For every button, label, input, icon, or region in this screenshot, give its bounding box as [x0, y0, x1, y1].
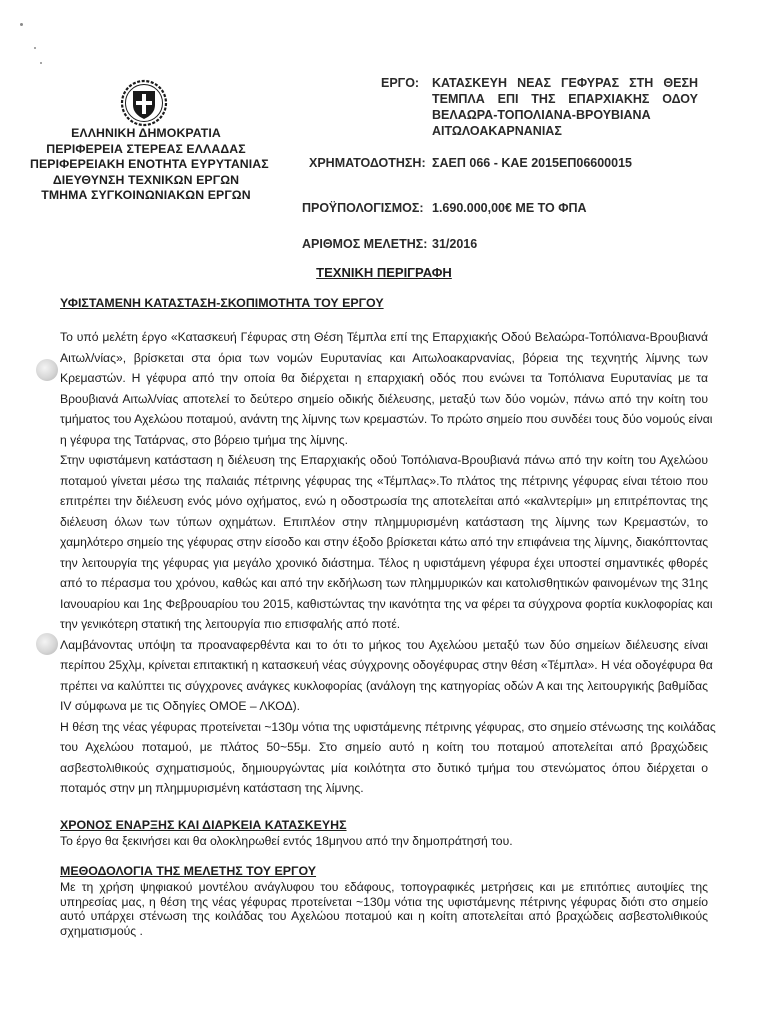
body-text-line: Το υπό μελέτη έργο «Κατασκευή Γέφυρας στη Θέση Τέμπλα επί της Επαρχιακής Οδού Βελαώρα-Τοπόλιανα-Βρουβιανά — [60, 330, 708, 344]
study-number-label: ΑΡΙΘΜΟΣ ΜΕΛΕΤΗΣ: — [302, 237, 428, 251]
body-text-line: πρέπει να καλύπτει τις σύγχρονες ανάγκες κυκλοφορίας (ανάλογη της κατηγορίας οδών Α και της λειτουργικής βαθμίδας — [60, 678, 708, 693]
body-text-line: IV σύμφωνα με τις Οδηγίες ΟΜΟΕ – ΛΚΟΔ). — [60, 699, 301, 713]
body-text-line: Αιτωλ/νίας», βρίσκεται στα όρια των νομών Ευρυτανίας και Αιτωλοακαρνανίας, βόρεια της τεχνητής λίμνης των — [60, 350, 708, 365]
body-text-line: την γενικότερη στατική της λειτουργία πιο επισφαλής από ποτέ. — [60, 617, 401, 631]
body-text-line: υπηρεσίας μας, η θέση της νέας γέφυρας προτείνεται ~130μ νότια της υφιστάμενης πέτρινης γέφυρας διότι στο σημείο — [60, 894, 708, 909]
body-text-line: Το έργο θα ξεκινήσει και θα ολοκληρωθεί εντός 18μηνου από την δημοπράτησή του. — [60, 834, 513, 848]
body-text-line: τμήματος του Αχελώου ποταμού, ανάντη της λίμνης των κρεμαστών. Το πρώτο σημείο που συνδέει τους δύο νομούς είναι — [60, 412, 713, 426]
section-body — [60, 834, 708, 849]
body-text-line: ποταμού γίνεται μέσω της παλαιάς πέτρινης γέφυρας της «Τέμπλας».Το πλάτος της πέτρινης γέφυρας είναι τέτοιο που — [60, 473, 708, 488]
project-name-line: ΤΕΜΠΛΑ ΕΠΙ ΤΗΣ ΕΠΑΡΧΙΑΚΗΣ ΟΔΟΥ — [432, 92, 698, 106]
body-text-line: επιτρέπει την διέλευση ενός μόνο οχήματος, ενώ η οδοστρωσία της αποτελείται από «καλντερίμι» μη επιτρέποντας της — [60, 494, 708, 508]
body-text-line: Με τη χρήση ψηφιακού μοντέλου ανάγλυφου του εδάφους, τοπογραφικές μετρήσεις και με επιτόπιες αυτοψίες της — [60, 880, 708, 894]
authority-line: ΠΕΡΙΦΕΡΕΙΑΚΗ ΕΝΟΤΗΤΑ ΕΥΡΥΤΑΝΙΑΣ — [30, 157, 269, 172]
body-text-line: αυτό υπάρχει στένωση της κοιλάδας του Αχελώου ποταμού και η κοίτη αποτελείται από βραχώδεις ασβεστολιθικούς — [60, 909, 708, 923]
project-label: ΕΡΓΟ: — [381, 76, 420, 90]
punch-hole-top — [36, 359, 58, 381]
section-heading: ΜΕΘΟΔΟΛΟΓΙΑ ΤΗΣ ΜΕΛΕΤΗΣ ΤΟΥ ΕΡΓΟΥ — [60, 864, 317, 878]
scan-speck — [34, 47, 36, 49]
scan-speck — [20, 23, 23, 26]
body-text-line: Κρεμαστών. Η γέφυρα από την οποία θα διέρχεται η επαρχιακή οδός που ενώνει τα Τοπόλιανα Ευρυτανίας με τα — [60, 371, 708, 385]
body-text-line: ποταμός στην μη πλημμυρισμένη κατάσταση της λίμνης. — [60, 781, 364, 795]
issuing-authority — [30, 126, 269, 204]
section-body — [60, 880, 708, 938]
body-text-line: σχηματισμούς . — [60, 923, 143, 938]
body-text-line: η γέφυρα της Τατάρνας, στο βόρειο τμήμα της λίμνης. — [60, 432, 349, 447]
authority-line: ΤΜΗΜΑ ΣΥΓΚΟΙΝΩΝΙΑΚΩΝ ΕΡΓΩΝ — [41, 188, 251, 203]
body-text-line: Η θέση της νέας γέφυρας προτείνεται ~130μ νότια της υφιστάμενης πέτρινης γέφυρας, στο σημείο στένωσης της κοιλάδας — [60, 719, 716, 734]
project-name-line: ΑΙΤΩΛΟΑΚΑΡΝΑΝΙΑΣ — [432, 124, 562, 138]
scan-speck — [40, 62, 42, 64]
funding-value: ΣΑΕΠ 066 - ΚΑΕ 2015ΕΠ06600015 — [432, 156, 632, 170]
body-text-line: Ιανουαρίου και 1ης Φεβρουαρίου του 2015, καθιστώντας την ικανότητα της να φέρει τα σύγχρονα φορτία κυκλοφορίας και — [60, 596, 713, 611]
project-name-line: ΚΑΤΑΣΚΕΥΗ ΝΕΑΣ ΓΕΦΥΡΑΣ ΣΤΗ ΘΕΣΗ — [432, 76, 698, 90]
project-name-line: ΒΕΛΑΩΡΑ-ΤΟΠΟΛΙΑΝΑ-ΒΡΟΥΒΙΑΝΑ — [432, 108, 651, 122]
body-text-line: διέλευση όλων των τύπων οχημάτων. Επιπλέον στην πλημμυρισμένη κατάσταση της λίμνης των Κρεμαστών, το — [60, 514, 708, 529]
body-text-line: από το πέρασμα του χρόνου, καθώς και από την εκδήλωση των πλημμυρικών και κατολισθητικών φαινομένων της 31ης — [60, 576, 708, 590]
funding-label: ΧΡΗΜΑΤΟΔΟΤΗΣΗ: — [309, 156, 426, 170]
section-heading: ΧΡΟΝΟΣ ΕΝΑΡΞΗΣ ΚΑΙ ΔΙΑΡΚΕΙΑ ΚΑΤΑΣΚΕΥΗΣ — [60, 818, 347, 832]
body-text-line: του Αχελώου ποταμού, με πλάτος 50~55μ. Στο σημείο αυτό η κοίτη του ποταμού αποτελείται από βραχώδεις — [60, 740, 708, 754]
body-text-line: ασβεστολιθικούς σχηματισμούς, δημιουργώντας μία κοιλότητα στο δυτικό τμήμα του στενώματος όπου διέρχεται ο — [60, 760, 708, 775]
study-number-value: 31/2016 — [432, 237, 478, 251]
budget-value: 1.690.000,00€ ΜΕ ΤΟ ΦΠΑ — [432, 201, 587, 215]
body-text-line: την λειτουργία της γέφυρας για μεγάλο χρονικό διάστημα. Τέλος η υφιστάμενη γέφυρα έχει υποστεί σημαντικές φθορές — [60, 555, 708, 570]
punch-hole-bottom — [36, 633, 58, 655]
body-text-line: περίπου 25χλμ, κρίνεται επιτακτική η κατασκευή νέας σύγχρονης οδογέφυρας στην θέση «Τέμπλα». Η νέα οδογέφυρα θα — [60, 658, 713, 672]
greek-coat-of-arms-emblem — [118, 76, 170, 128]
authority-line: ΔΙΕΥΘΥΝΣΗ ΤΕΧΝΙΚΩΝ ΕΡΓΩΝ — [52, 172, 240, 187]
body-text-line: Λαμβάνοντας υπόψη τα προαναφερθέντα και το ότι το μήκος του Αχελώου μεταξύ των δύο σημείων διέλευσης είναι — [60, 637, 708, 652]
section-heading: ΥΦΙΣΤΑΜΕΝΗ ΚΑΤΑΣΤΑΣΗ-ΣΚΟΠΙΜΟΤΗΤΑ ΤΟΥ ΕΡΓΟΥ — [60, 296, 384, 310]
document-title: ΤΕΧΝΙΚΗ ΠΕΡΙΓΡΑΦΗ — [316, 265, 452, 280]
body-text-line: χαμηλότερο σημείο της γέφυρας στην είσοδο και στην έξοδο βρίσκεται κάτω από την επιφάνεια της λίμνης, διακόπτοντας — [60, 535, 709, 549]
body-text-line: Βρουβιανά Αιτωλ/νίας αποτελεί το δεύτερο σημείο οδικής διέλευσης, μεταξύ των δύο νομών, πάνω από την κοίτη του — [60, 391, 708, 406]
authority-line: ΠΕΡΙΦΕΡΕΙΑ ΣΤΕΡΕΑΣ ΕΛΛΑΔΑΣ — [46, 141, 246, 156]
section-body — [60, 327, 716, 799]
body-text-line: Στην υφιστάμενη κατάσταση η διέλευση της Επαρχιακής οδού Τοπόλιανα-Βρουβιανά πάνω από την κοίτη του Αχελώου — [60, 453, 708, 467]
budget-label: ΠΡΟΫΠΟΛΟΓΙΣΜΟΣ: — [302, 201, 424, 215]
authority-line: ΕΛΛΗΝΙΚΗ ΔΗΜΟΚΡΑΤΙΑ — [71, 126, 221, 140]
